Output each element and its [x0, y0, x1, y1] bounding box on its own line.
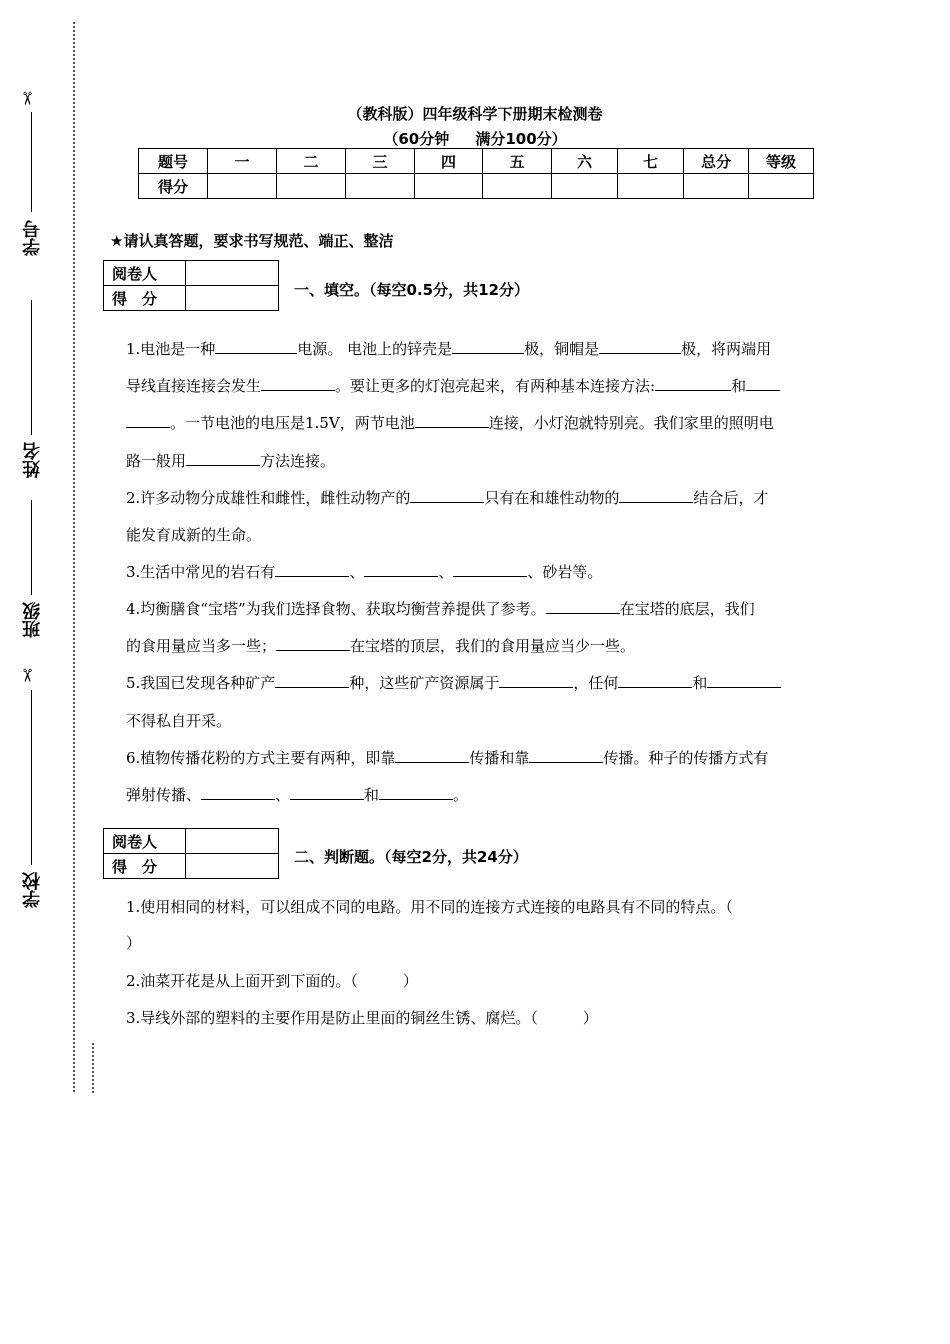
grader-score-cell[interactable] [186, 286, 279, 311]
grader-table-1 [103, 260, 279, 311]
answer-blank[interactable] [275, 673, 349, 688]
fold-dotted-line-short [92, 1043, 94, 1093]
text: 、砂岩等。 [527, 563, 603, 581]
reviewer-cell[interactable] [186, 261, 279, 286]
row-label: 得分 [139, 174, 208, 199]
scissor-icon: ✂ [16, 90, 38, 107]
side-label-xingming: 姓名 [22, 442, 43, 478]
text: 能发育成新的生命。 [126, 526, 262, 544]
text: 2.许多动物分成雄性和雌性，雌性动物产的 [126, 489, 411, 507]
text: 、 [349, 563, 365, 581]
header-cell: 题号 [139, 149, 208, 174]
text: 和 [692, 674, 708, 692]
answer-blank[interactable] [201, 785, 275, 800]
score-cell[interactable] [749, 174, 814, 199]
answer-blank[interactable] [379, 785, 453, 800]
answer-blank[interactable] [395, 748, 469, 763]
answer-blank[interactable] [452, 339, 524, 354]
answer-blank[interactable] [290, 785, 364, 800]
reviewer-label: 阅卷人 [104, 829, 186, 854]
text: 5.我国已发现各种矿产 [126, 674, 276, 692]
judge-question-3 [126, 1007, 598, 1028]
text: 连接，小灯泡就特别亮。我们家里的照明电 [488, 414, 774, 432]
text: 在宝塔的顶层，我们的食用量应当少一些。 [350, 637, 636, 655]
text: 2.油菜开花是从上面开到下面的。（ ） [126, 972, 418, 990]
text: 、 [275, 786, 291, 804]
answer-blank[interactable] [186, 451, 260, 466]
text: 电源。 电池上的锌壳是 [297, 340, 453, 358]
header-cell: 一 [208, 149, 277, 174]
text: ，任何 [573, 674, 619, 692]
fold-dotted-line [73, 22, 75, 1092]
question-line [126, 635, 635, 656]
text: 只有在和雄性动物的 [484, 489, 620, 507]
answer-blank[interactable] [364, 562, 438, 577]
question-line [126, 338, 771, 359]
question-line [126, 784, 468, 805]
question-line [126, 561, 602, 582]
text: 6.植物传播花粉的方式主要有两种，即靠 [126, 749, 396, 767]
text: 传播和靠 [469, 749, 530, 767]
score-cell[interactable] [277, 174, 346, 199]
side-line [31, 690, 32, 865]
text: 的食用量应当多一些； [126, 637, 277, 655]
judge-question-1-paren [126, 932, 141, 953]
text: 1.电池是一种 [126, 340, 216, 358]
reviewer-label: 阅卷人 [104, 261, 186, 286]
header-cell: 四 [415, 149, 483, 174]
question-line [126, 487, 768, 508]
header-cell: 五 [483, 149, 552, 174]
text: 方法连接。 [260, 452, 336, 470]
answer-blank[interactable] [261, 376, 335, 391]
answer-blank[interactable] [619, 488, 693, 503]
side-label-xuehao: 学号 [22, 220, 43, 256]
judge-question-2 [126, 970, 418, 991]
question-line [126, 710, 231, 731]
side-label-xuexiao: 学校 [22, 872, 43, 908]
side-label-banji: 班级 [22, 602, 43, 638]
text: 导线直接连接会发生 [126, 377, 262, 395]
score-cell[interactable] [483, 174, 552, 199]
answer-blank[interactable] [746, 376, 780, 391]
question-line [126, 747, 768, 768]
score-cell[interactable] [552, 174, 618, 199]
scissor-icon: ✂ [16, 667, 38, 684]
text: 。一节电池的电压是1.5V，两节电池 [170, 414, 415, 432]
header-cell: 总分 [684, 149, 749, 174]
score-cell[interactable] [208, 174, 277, 199]
side-line [31, 112, 32, 212]
text: 4.均衡膳食“宝塔”为我们选择食物、获取均衡营养提供了参考。 [126, 600, 546, 618]
answer-blank[interactable] [415, 413, 489, 428]
question-line [126, 524, 261, 545]
text: 、 [438, 563, 454, 581]
answer-blank[interactable] [707, 673, 781, 688]
page-subtitle: （60分钟 满分100分） [383, 130, 567, 148]
answer-blank[interactable] [126, 413, 170, 428]
section-2-heading: 二、判断题。（每空2分，共24分） [294, 848, 528, 866]
answer-blank[interactable] [275, 562, 349, 577]
text: 结合后，才 [693, 489, 769, 507]
text: 。 [453, 786, 469, 804]
answer-blank[interactable] [546, 599, 620, 614]
score-table-score-row [139, 174, 814, 199]
text: 。要让更多的灯泡亮起来，有两种基本连接方法: [335, 377, 656, 395]
header-cell: 七 [618, 149, 684, 174]
text: 弹射传播、 [126, 786, 202, 804]
header-cell: 三 [346, 149, 415, 174]
header-cell: 等级 [749, 149, 814, 174]
text: ） [126, 934, 142, 952]
text: 路一般用 [126, 452, 187, 470]
reviewer-cell[interactable] [186, 829, 279, 854]
text: 极，铜帽是 [524, 340, 600, 358]
answer-blank[interactable] [529, 748, 603, 763]
score-cell[interactable] [618, 174, 684, 199]
notice: ★请认真答题，要求书写规范、端正、整洁 [110, 232, 394, 250]
header-cell: 六 [552, 149, 618, 174]
text: 种，这些矿产资源属于 [349, 674, 500, 692]
question-line [126, 598, 755, 619]
text: 极，将两端用 [681, 340, 772, 358]
answer-blank[interactable] [453, 562, 527, 577]
side-line [31, 300, 32, 435]
text: 和 [731, 377, 747, 395]
text: 1.使用相同的材料，可以组成不同的电路。用不同的连接方式连接的电路具有不同的特点。（ [126, 898, 733, 916]
grader-score-cell[interactable] [186, 854, 279, 879]
answer-blank[interactable] [499, 673, 573, 688]
grader-table-2 [103, 828, 279, 879]
score-table-header-row [139, 149, 814, 174]
text: 在宝塔的底层，我们 [619, 600, 755, 618]
score-label: 得 分 [104, 854, 186, 879]
question-line [126, 450, 335, 471]
section-1-heading: 一、填空。（每空0.5分，共12分） [294, 281, 529, 299]
answer-blank[interactable] [276, 636, 350, 651]
text: 不得私自开采。 [126, 712, 232, 730]
header-cell: 二 [277, 149, 346, 174]
answer-blank[interactable] [215, 339, 297, 354]
score-table [138, 148, 814, 199]
text: 传播。种子的传播方式有 [603, 749, 769, 767]
answer-blank[interactable] [410, 488, 484, 503]
question-line [126, 412, 774, 433]
answer-blank[interactable] [655, 376, 731, 391]
score-label: 得 分 [104, 286, 186, 311]
page-title: （教科版）四年级科学下册期末检测卷 [347, 105, 603, 123]
text: 3.生活中常见的岩石有 [126, 563, 276, 581]
text: 3.导线外部的塑料的主要作用是防止里面的铜丝生锈、腐烂。（ ） [126, 1009, 598, 1027]
score-cell[interactable] [346, 174, 415, 199]
text: 和 [364, 786, 380, 804]
side-line [31, 500, 32, 595]
question-line [126, 375, 780, 396]
question-line [126, 672, 781, 693]
answer-blank[interactable] [599, 339, 681, 354]
judge-question-1 [126, 896, 733, 917]
answer-blank[interactable] [618, 673, 692, 688]
score-cell[interactable] [415, 174, 483, 199]
score-cell[interactable] [684, 174, 749, 199]
